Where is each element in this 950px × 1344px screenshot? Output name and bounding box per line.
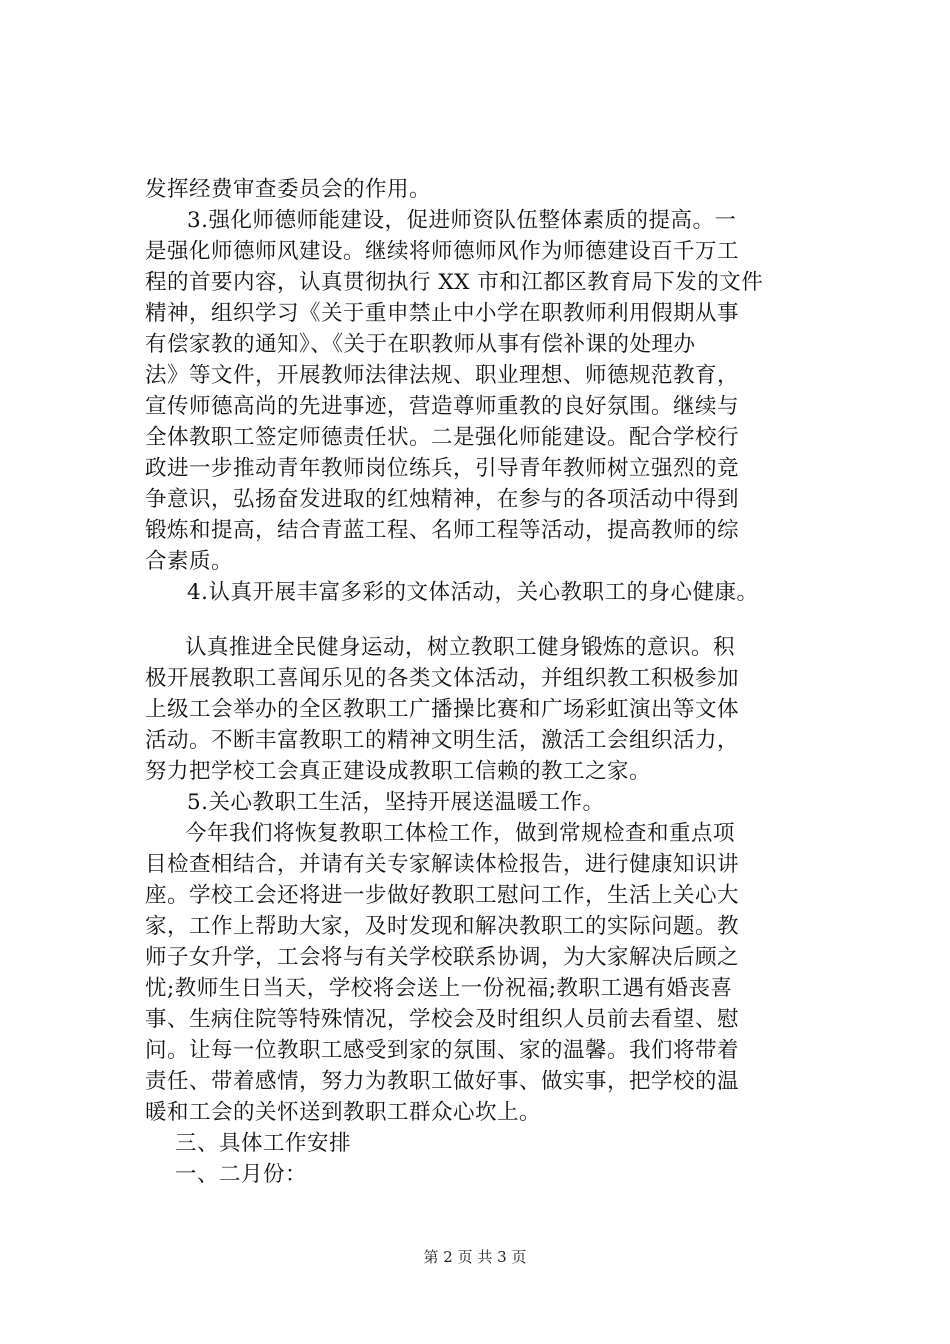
text-line: 活动。不断丰富教职工的精神文明生活，激活工会组织活力， <box>145 728 740 753</box>
text-line: 努力把学校工会真正建设成教职工信赖的教工之家。 <box>145 759 652 784</box>
text-line: 是强化师德师风建设。继续将师德师风作为师德建设百千万工 <box>145 239 740 264</box>
text-line: 座。学校工会还将进一步做好教职工慰问工作，生活上关心大 <box>145 883 740 908</box>
text-line: 4.认真开展丰富多彩的文体活动，关心教职工的身心健康。 <box>187 580 759 605</box>
text-line: 5.关心教职工生活，坚持开展送温暖工作。 <box>187 790 605 815</box>
text-line: 3.强化师德师能建设，促进师资队伍整体素质的提高。一 <box>187 208 737 233</box>
text-line: 师子女升学，工会将与有关学校联系协调，为大家解决后顾之 <box>145 945 740 970</box>
text-line: 锻炼和提高，结合青蓝工程、名师工程等活动，提高教师的综 <box>145 518 740 543</box>
section-heading: 三、具体工作安排 <box>175 1131 352 1156</box>
text-line: 程的首要内容，认真贯彻执行 XX 市和江都区教育局下发的文件 <box>145 270 764 295</box>
text-line: 极开展教职工喜闻乐见的各类文体活动，并组织教工积极参加 <box>145 666 740 691</box>
text-line: 精神，组织学习《关于重申禁止中小学在职教师利用假期从事 <box>145 301 740 326</box>
text-line: 争意识，弘扬奋发进取的红烛精神，在参与的各项活动中得到 <box>145 487 740 512</box>
text-line: 全体教职工签定师德责任状。二是强化师能建设。配合学校行 <box>145 425 740 450</box>
text-line: 家，工作上帮助大家，及时发现和解决教职工的实际问题。教 <box>145 914 740 939</box>
text-line: 宣传师德高尚的先进事迹，营造尊师重教的良好氛围。继续与 <box>145 394 740 419</box>
text-line: 发挥经费审查委员会的作用。 <box>145 177 432 202</box>
text-line: 目检查相结合，并请有关专家解读体检报告，进行健康知识讲 <box>145 852 740 877</box>
text-line: 问。让每一位教职工感受到家的氛围、家的温馨。我们将带着 <box>145 1038 740 1063</box>
text-line: 今年我们将恢复教职工体检工作，做到常规检查和重点项 <box>185 821 736 846</box>
text-line: 责任、带着感情，努力为教职工做好事、做实事，把学校的温 <box>145 1069 740 1094</box>
text-line: 有偿家教的通知》、《关于在职教师从事有偿补课的处理办 <box>145 332 696 357</box>
subsection-heading: 一、二月份： <box>175 1162 308 1187</box>
text-line: 合素质。 <box>145 549 234 574</box>
text-line: 上级工会举办的全区教职工广播操比赛和广场彩虹演出等文体 <box>145 697 740 722</box>
text-line: 暖和工会的关怀送到教职工群众心坎上。 <box>145 1100 542 1125</box>
text-line: 事、生病住院等特殊情况，学校会及时组织人员前去看望、慰 <box>145 1007 740 1032</box>
text-line: 认真推进全民健身运动，树立教职工健身锻炼的意识。积 <box>185 635 736 660</box>
text-line: 忧;教师生日当天，学校将会送上一份祝福;教职工遇有婚丧喜 <box>145 976 733 1001</box>
text-line: 政进一步推动青年教师岗位练兵，引导青年教师树立强烈的竞 <box>145 456 740 481</box>
page-number-footer: 第 2 页 共 3 页 <box>423 1248 527 1266</box>
text-line: 法》等文件，开展教师法律法规、职业理想、师德规范教育， <box>145 363 740 388</box>
